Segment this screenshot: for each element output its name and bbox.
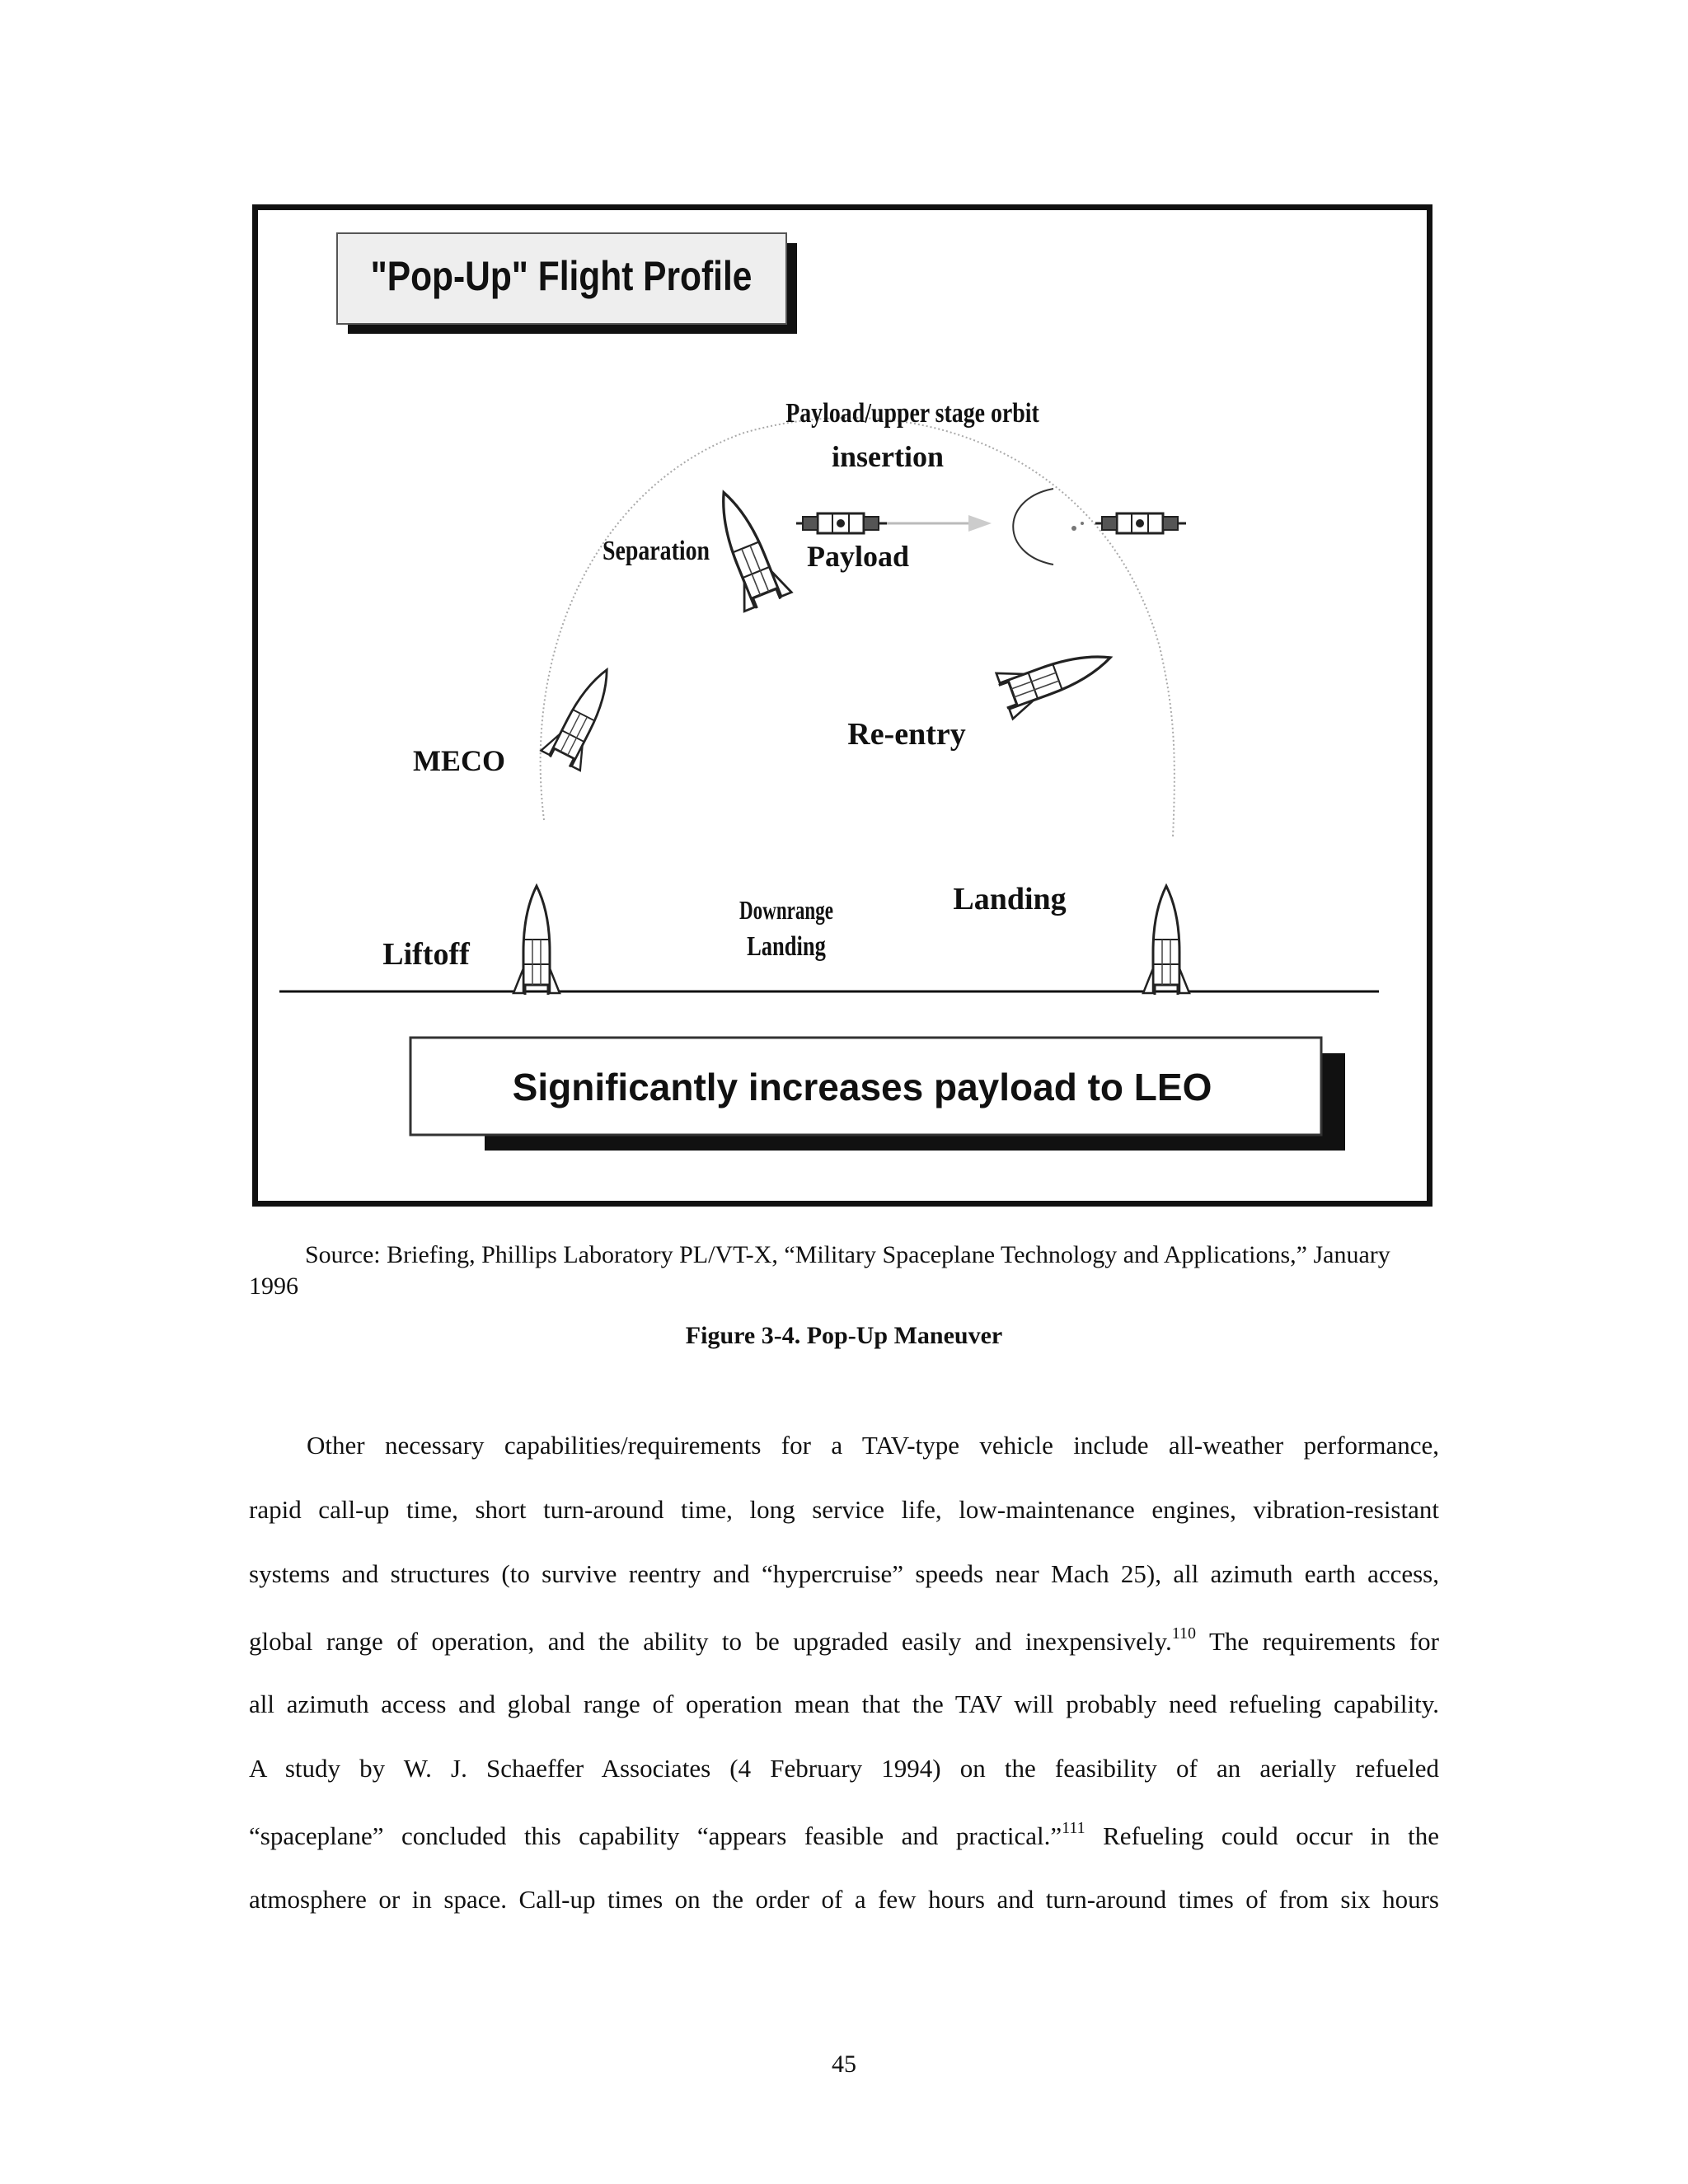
orbit-insertion-arc: [1013, 489, 1053, 565]
separation-rocket-icon: [701, 483, 793, 613]
body-text: The requirements for: [1208, 1627, 1440, 1656]
inserted-satellite-icon: [1095, 513, 1186, 533]
label-separation: Separation: [602, 534, 710, 566]
label-reentry: Re-entry: [847, 717, 966, 752]
label-liftoff: Liftoff: [382, 937, 470, 972]
footnote-ref[interactable]: 110: [1171, 1624, 1197, 1643]
body-line-with-footnote: [249, 1820, 1439, 1853]
footnote-ref[interactable]: 111: [1062, 1819, 1085, 1837]
flight-arc: [541, 418, 1175, 837]
payload-arrow-head: [968, 515, 992, 532]
body-text: Refueling could occur in the: [1103, 1821, 1440, 1850]
label-downrange: Downrange: [739, 896, 833, 926]
label-payload: Payload: [806, 540, 910, 573]
label-payload-orbit: Payload/upper stage orbit: [785, 396, 1039, 429]
body-line: A study by W. J. Schaeffer Associates (4 February 1994) on the feasibility of an aerially refueled: [249, 1754, 1439, 1783]
banner-text: Significantly increases payload to LEO: [512, 1066, 1212, 1108]
pop-up-flight-profile-diagram: [258, 210, 1427, 1201]
body-line: Other necessary capabilities/requirements for a TAV-type vehicle include all-weather performance,: [307, 1431, 1439, 1460]
label-insertion: insertion: [831, 440, 945, 473]
source-text: Source: Briefing, Phillips Laboratory PL/VT-X, “Military Spaceplane Technology and Applications,” January 1996: [249, 1241, 1390, 1300]
body-text: global range of operation, and the ability to be upgraded easily and inexpensively.: [249, 1627, 1172, 1656]
label-meco: MECO: [413, 744, 505, 777]
page-number: 45: [832, 2050, 856, 2078]
body-line: all azimuth access and global range of operation mean that the TAV will probably need refueling capability.: [249, 1690, 1439, 1718]
body-line: systems and structures (to survive reentry and “hypercruise” speeds near Mach 25), all azimuth earth access,: [249, 1559, 1439, 1588]
exhaust-dot: [1071, 526, 1076, 531]
figure-title: "Pop-Up" Flight Profile: [370, 252, 753, 299]
figure-frame: [252, 204, 1432, 1207]
landing-rocket-icon: [1143, 886, 1189, 995]
label-downrange-landing: Landing: [747, 930, 826, 962]
exhaust-dot: [1081, 522, 1084, 525]
body-line-with-footnote: [249, 1625, 1439, 1658]
meco-rocket-icon: [541, 660, 626, 772]
liftoff-rocket-icon: [513, 886, 560, 995]
reentry-rocket-icon: [995, 635, 1118, 719]
body-text: “spaceplane” concluded this capability “appears feasible and practical.”: [249, 1821, 1062, 1850]
figure-source: [249, 1240, 1439, 1302]
body-line: atmosphere or in space. Call-up times on the order of a few hours and turn-around times of from six hours: [249, 1885, 1439, 1914]
body-line: rapid call-up time, short turn-around time, long service life, low-maintenance engines, vibration-resistant: [249, 1495, 1439, 1524]
label-landing: Landing: [953, 882, 1067, 916]
payload-satellite-icon: [796, 513, 887, 533]
figure-caption: Figure 3-4. Pop-Up Maneuver: [685, 1322, 1003, 1349]
